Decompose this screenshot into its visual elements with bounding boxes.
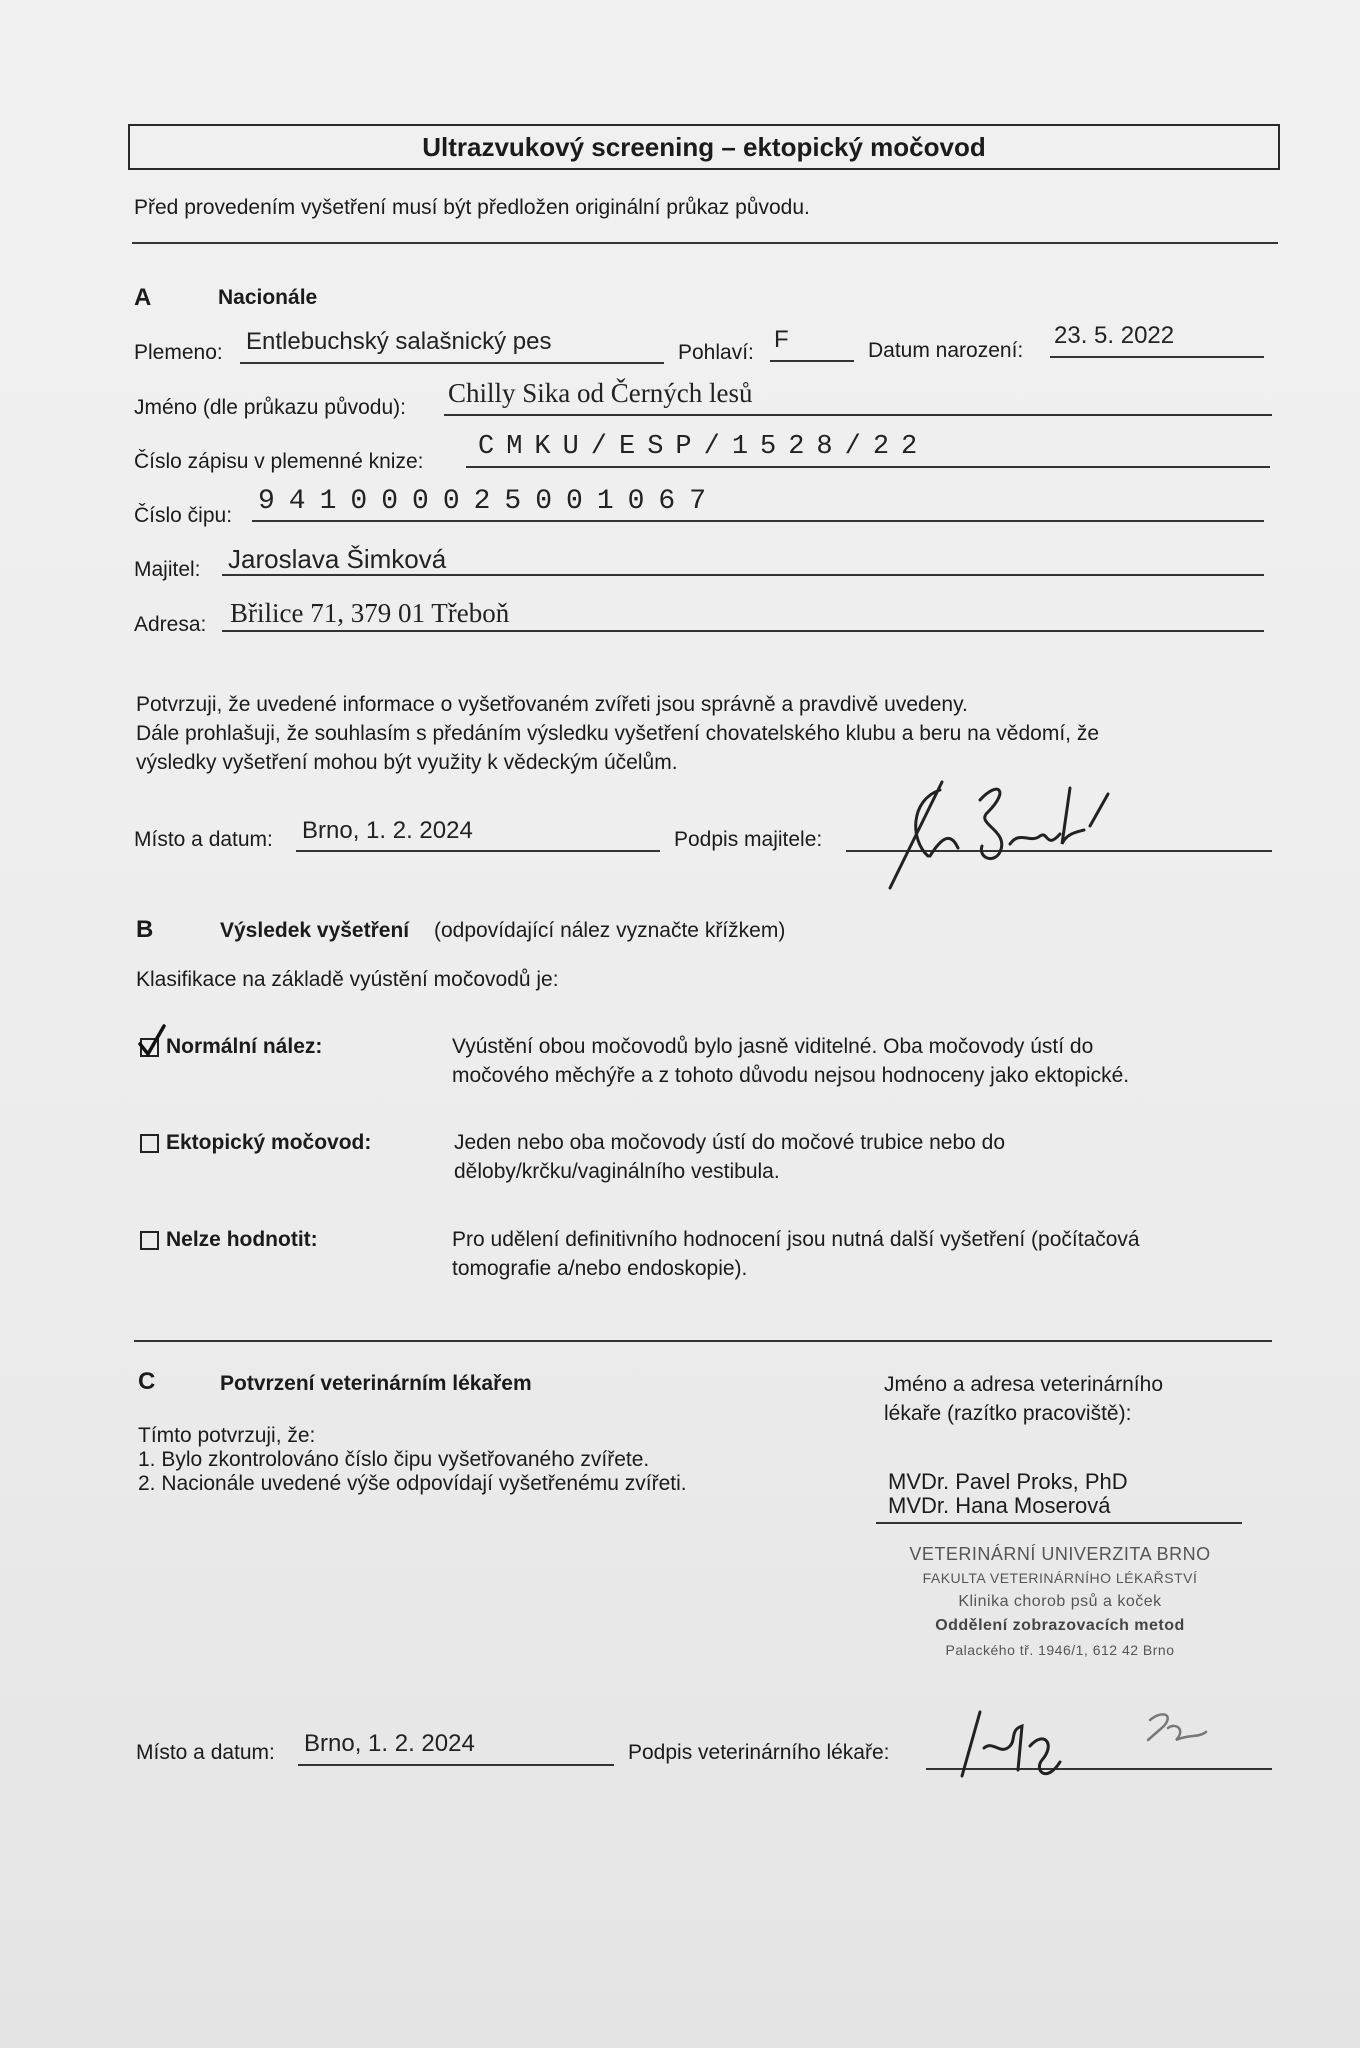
- breed-underline: [240, 362, 664, 364]
- stamp-line-4: Oddělení zobrazovacích metod: [935, 1617, 1185, 1634]
- owner-value[interactable]: Jaroslava Šimková: [228, 544, 447, 574]
- stamp-line-1: VETERINÁRNÍ UNIVERZITA BRNO: [909, 1544, 1211, 1564]
- owner-place-date-underline: [296, 850, 660, 852]
- vet-signature: [950, 1700, 1240, 1790]
- declaration-line-3: výsledky vyšetření mohou být využity k vědeckým účelům.: [136, 751, 678, 774]
- stamp-line-3: Klinika chorob psů a koček: [958, 1593, 1162, 1610]
- normal-finding-desc: [452, 1032, 1129, 1090]
- ectopic-ureter-desc: [454, 1128, 1005, 1186]
- form-title: Ultrazvukový screening – ektopický močovod: [128, 124, 1280, 170]
- dob-value[interactable]: 23. 5. 2022: [1054, 322, 1175, 349]
- name-underline: [444, 414, 1272, 416]
- vet-header-line-2: lékaře (razítko pracoviště):: [884, 1402, 1132, 1425]
- not-evaluable-checkbox[interactable]: [140, 1231, 159, 1250]
- declaration-line-2: Dále prohlašuji, že souhlasím s předáním výsledku vyšetření chovatelského klubu a beru na vědomí, že: [136, 722, 1100, 745]
- section-b-letter: B: [136, 916, 154, 943]
- ectopic-ureter-label: Ektopický močovod:: [166, 1131, 372, 1154]
- sex-label: Pohlaví:: [678, 341, 754, 364]
- vet-name-1: MVDr. Pavel Proks, PhD: [888, 1469, 1128, 1494]
- studbook-value[interactable]: CMKU/ESP/1528/22: [478, 432, 930, 462]
- breed-label: Plemeno:: [134, 341, 223, 364]
- section-c-heading: Potvrzení veterinárním lékařem: [220, 1372, 532, 1395]
- not-evaluable-desc: [452, 1225, 1140, 1283]
- chip-underline: [252, 520, 1264, 522]
- vet-names: [888, 1470, 1128, 1518]
- not-evaluable-desc-2: tomografie a/nebo endoskopie).: [452, 1257, 748, 1280]
- clinic-stamp: [880, 1542, 1240, 1662]
- normal-finding-checkbox[interactable]: [140, 1038, 159, 1057]
- sex-value[interactable]: F: [774, 326, 789, 353]
- classification-intro: Klasifikace na základě vyústění močovodů je:: [136, 968, 559, 991]
- confirm-intro: Tímto potvrzuji, že:: [138, 1424, 316, 1447]
- chip-label: Číslo čipu:: [134, 504, 233, 527]
- stamp-line-5: Palackého tř. 1946/1, 612 42 Brno: [945, 1642, 1175, 1658]
- address-underline: [222, 630, 1264, 632]
- not-evaluable-label: Nelze hodnotit:: [166, 1228, 318, 1251]
- check-mark-icon: [138, 1024, 168, 1058]
- section-a-heading: Nacionále: [218, 286, 318, 309]
- divider: [134, 1340, 1272, 1342]
- normal-finding-label: Normální nález:: [166, 1035, 323, 1058]
- vet-place-date-label: Místo a datum:: [136, 1741, 275, 1764]
- name-value[interactable]: Chilly Sika od Černých lesů: [448, 378, 753, 408]
- owner-signature: [870, 760, 1130, 890]
- vet-name-2: MVDr. Hana Moserová: [888, 1493, 1111, 1518]
- owner-underline: [222, 574, 1264, 576]
- owner-signature-label: Podpis majitele:: [674, 828, 823, 851]
- vet-place-date-value[interactable]: Brno, 1. 2. 2024: [304, 1730, 475, 1757]
- normal-finding-desc-1: Vyústění obou močovodů bylo jasně viditelné. Oba močovody ústí do: [452, 1035, 1094, 1058]
- confirm-item-1: 1. Bylo zkontrolováno číslo čipu vyšetřovaného zvířete.: [138, 1448, 650, 1471]
- section-b-heading: Výsledek vyšetření: [220, 919, 410, 942]
- normal-finding-desc-2: močového měchýře a z tohoto důvodu nejsou hodnoceny jako ektopické.: [452, 1064, 1130, 1087]
- address-value[interactable]: Břilice 71, 379 01 Třeboň: [230, 598, 510, 628]
- vet-header: [884, 1370, 1163, 1428]
- dob-underline: [1050, 356, 1264, 358]
- chip-value[interactable]: 941000025001067: [258, 486, 721, 517]
- stamp-line-2: FAKULTA VETERINÁRNÍHO LÉKAŘSTVÍ: [922, 1570, 1198, 1586]
- declaration-line-1: Potvrzuji, že uvedené informace o vyšetřovaném zvířeti jsou správně a pravdivě uvedeny.: [136, 693, 968, 716]
- intro-text: Před provedením vyšetření musí být předložen originální průkaz původu.: [134, 196, 810, 219]
- dob-label: Datum narození:: [868, 339, 1024, 362]
- sex-underline: [770, 360, 854, 362]
- owner-place-date-label: Místo a datum:: [134, 828, 273, 851]
- confirm-item-2: 2. Nacionále uvedené výše odpovídají vyšetřenému zvířeti.: [138, 1472, 687, 1495]
- ectopic-ureter-desc-1: Jeden nebo oba močovody ústí do močové trubice nebo do: [454, 1131, 1006, 1154]
- studbook-underline: [466, 466, 1270, 468]
- vet-signature-label: Podpis veterinárního lékaře:: [628, 1741, 890, 1764]
- section-b-heading-note: (odpovídající nález vyznačte křížkem): [434, 919, 786, 942]
- address-label: Adresa:: [134, 613, 207, 636]
- section-c-letter: C: [138, 1368, 156, 1395]
- breed-value[interactable]: Entlebuchský salašnický pes: [246, 328, 552, 355]
- name-label: Jméno (dle průkazu původu):: [134, 396, 406, 419]
- owner-label: Majitel:: [134, 558, 201, 581]
- vet-names-underline: [876, 1522, 1242, 1524]
- owner-place-date-value[interactable]: Brno, 1. 2. 2024: [302, 817, 473, 844]
- studbook-label: Číslo zápisu v plemenné knize:: [134, 450, 424, 473]
- vet-place-date-underline: [298, 1764, 614, 1766]
- ectopic-ureter-desc-2: děloby/krčku/vaginálního vestibula.: [454, 1160, 780, 1183]
- section-a-letter: A: [134, 284, 152, 311]
- vet-header-line-1: Jméno a adresa veterinárního: [884, 1373, 1163, 1396]
- ectopic-ureter-checkbox[interactable]: [140, 1134, 159, 1153]
- not-evaluable-desc-1: Pro udělení definitivního hodnocení jsou nutná další vyšetření (počítačová: [452, 1228, 1140, 1251]
- vet-confirmation: [138, 1424, 687, 1496]
- divider: [132, 242, 1278, 244]
